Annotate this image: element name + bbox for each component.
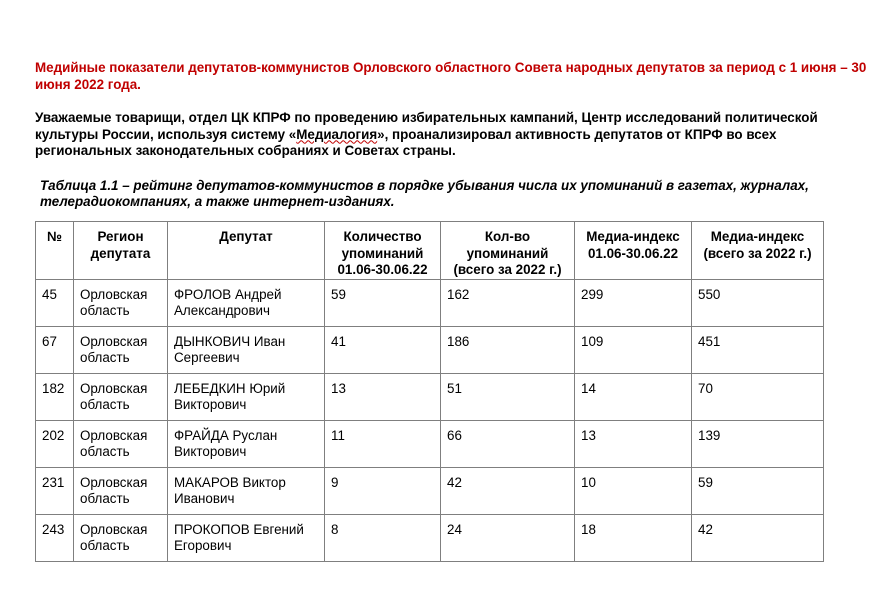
- document-body: [35, 60, 883, 211]
- table-row: [36, 373, 824, 420]
- table-row: [36, 514, 824, 561]
- table-row: [36, 420, 824, 467]
- cell-mentions-year: 24: [441, 514, 575, 561]
- cell-mentions-year: 66: [441, 420, 575, 467]
- header-deputy: Депутат: [168, 222, 325, 280]
- cell-media-index-year: 59: [692, 467, 824, 514]
- cell-deputy: ДЫНКОВИЧ Иван Сергеевич: [168, 326, 325, 373]
- cell-media-index-month: 18: [575, 514, 692, 561]
- header-mentions-month: Количество упоминаний 01.06-30.06.22: [325, 222, 441, 280]
- cell-media-index-year: 550: [692, 279, 824, 326]
- table-caption: Таблица 1.1 – рейтинг депутатов-коммунистов в порядке убывания числа их упоминаний в газетах, журналах, телерадиокомпаниях, а также интернет-изданиях.: [40, 177, 809, 209]
- document-title: Медийные показатели депутатов-коммунистов Орловского областного Совета народных депутатов за период с 1 июня – 30 июня 2022 года.: [35, 60, 867, 92]
- header-media-index-year: Медиа-индекс (всего за 2022 г.): [692, 222, 824, 280]
- cell-number: 182: [36, 373, 74, 420]
- table-row: [36, 279, 824, 326]
- cell-media-index-year: 451: [692, 326, 824, 373]
- table-header-row: [36, 222, 824, 280]
- cell-number: 243: [36, 514, 74, 561]
- cell-deputy: МАКАРОВ Виктор Иванович: [168, 467, 325, 514]
- cell-media-index-year: 42: [692, 514, 824, 561]
- cell-region: Орловская область: [74, 373, 168, 420]
- cell-region: Орловская область: [74, 467, 168, 514]
- cell-number: 45: [36, 279, 74, 326]
- cell-mentions-year: 42: [441, 467, 575, 514]
- cell-mentions-month: 59: [325, 279, 441, 326]
- cell-region: Орловская область: [74, 326, 168, 373]
- cell-region: Орловская область: [74, 279, 168, 326]
- cell-deputy: ФРОЛОВ Андрей Александрович: [168, 279, 325, 326]
- cell-mentions-month: 13: [325, 373, 441, 420]
- cell-mentions-month: 11: [325, 420, 441, 467]
- intro-text-end: », проанализировал активность депутатов от КПРФ во всех региональных законодательных собраниях и Советах страны.: [35, 126, 777, 158]
- cell-mentions-month: 41: [325, 326, 441, 373]
- header-region: Регион депутата: [74, 222, 168, 280]
- cell-mentions-year: 186: [441, 326, 575, 373]
- cell-deputy: ПРОКОПОВ Евгений Егорович: [168, 514, 325, 561]
- cell-mentions-year: 162: [441, 279, 575, 326]
- intro-text-start: Уважаемые товарищи, отдел ЦК КПРФ по проведению избирательных кампаний, Центр исследований политической культуры России, используя систему «: [35, 110, 818, 142]
- header-number: №: [36, 222, 74, 280]
- ranking-table: [35, 221, 824, 562]
- cell-number: 231: [36, 467, 74, 514]
- cell-mentions-month: 9: [325, 467, 441, 514]
- cell-deputy: ЛЕБЕДКИН Юрий Викторович: [168, 373, 325, 420]
- intro-paragraph: [35, 110, 865, 160]
- cell-media-index-year: 139: [692, 420, 824, 467]
- header-mentions-year: Кол-во упоминаний (всего за 2022 г.): [441, 222, 575, 280]
- table-row: [36, 467, 824, 514]
- header-media-index-month: Медиа-индекс 01.06-30.06.22: [575, 222, 692, 280]
- table-row: [36, 326, 824, 373]
- intro-highlight: Медиалогия: [296, 126, 378, 142]
- cell-media-index-month: 13: [575, 420, 692, 467]
- cell-region: Орловская область: [74, 514, 168, 561]
- cell-media-index-month: 14: [575, 373, 692, 420]
- cell-number: 202: [36, 420, 74, 467]
- cell-media-index-month: 10: [575, 467, 692, 514]
- cell-deputy: ФРАЙДА Руслан Викторович: [168, 420, 325, 467]
- cell-number: 67: [36, 326, 74, 373]
- cell-media-index-year: 70: [692, 373, 824, 420]
- cell-mentions-year: 51: [441, 373, 575, 420]
- cell-mentions-month: 8: [325, 514, 441, 561]
- cell-region: Орловская область: [74, 420, 168, 467]
- cell-media-index-month: 109: [575, 326, 692, 373]
- cell-media-index-month: 299: [575, 279, 692, 326]
